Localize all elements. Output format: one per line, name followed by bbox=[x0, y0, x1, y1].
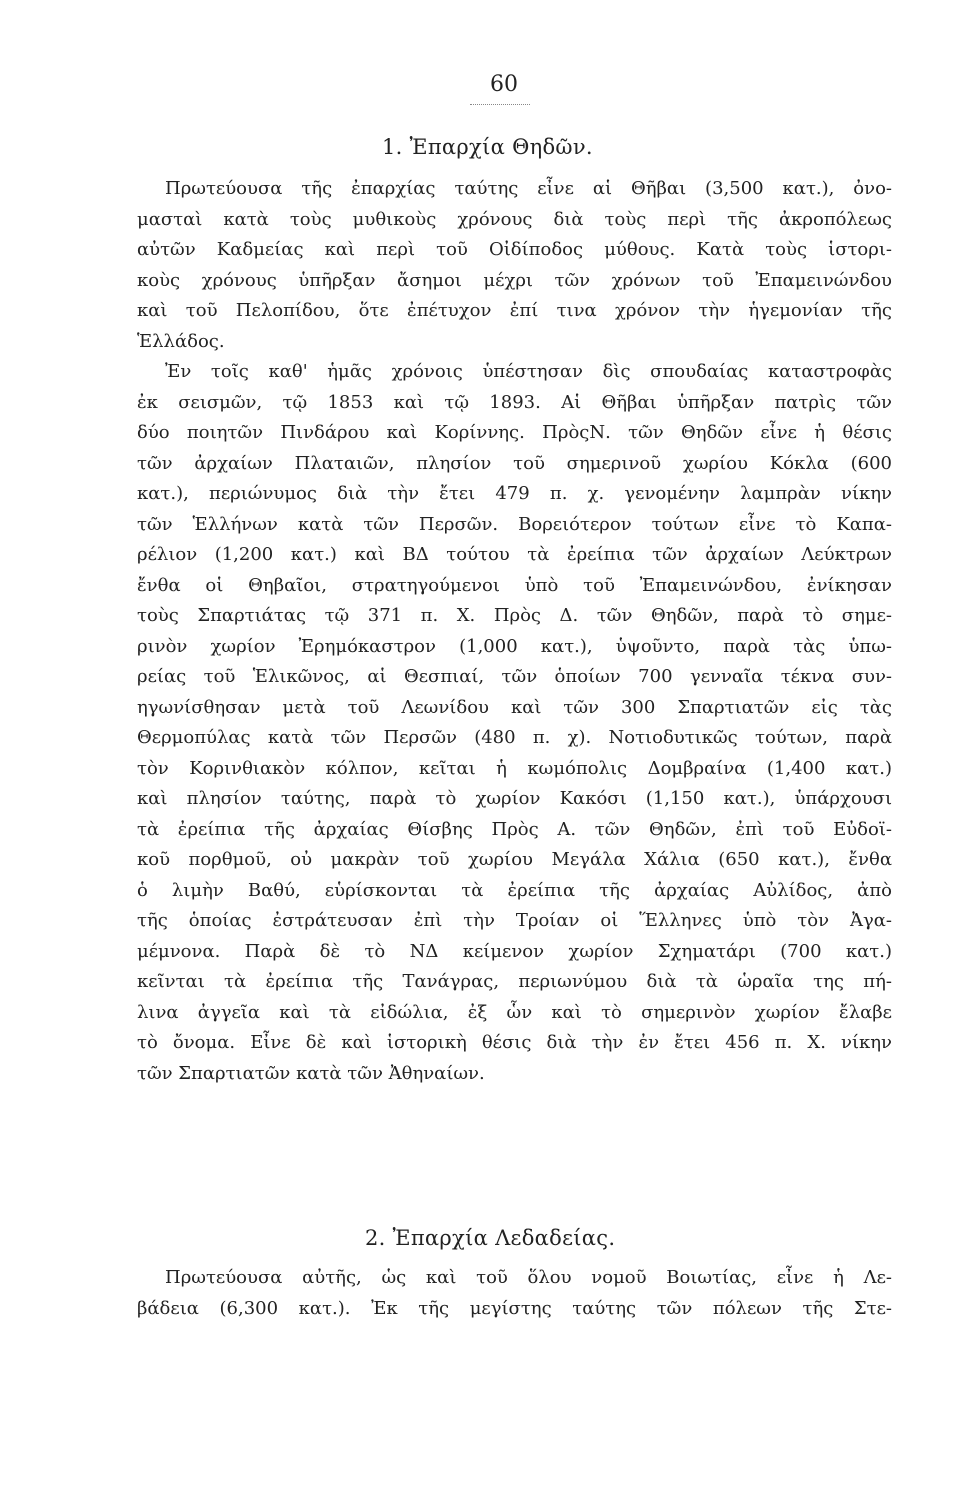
text-line: ηγωνίσθησαν μετὰ τοῦ Λεωνίδου καὶ τῶν 300 Σπαρτιατῶν εἰς τὰς bbox=[137, 696, 892, 718]
text-line: τῆς ὁποίας ἐστράτευσαν ἐπὶ τὴν Τροίαν οἱ Ἕλληνες ὑπὸ τὸν Ἀγα- bbox=[137, 910, 892, 931]
text-line: ὁ λιμὴν Βαθύ, εὑρίσκονται τὰ ἐρείπια τῆς ἀρχαίας Αὐλίδος, ἀπὸ bbox=[137, 879, 892, 901]
section-1-body bbox=[137, 174, 892, 1089]
text-line: τῶν Ἑλλήνων κατὰ τῶν Περσῶν. Βορειότερον τούτων εἶνε τὸ Καπα- bbox=[137, 513, 892, 535]
text-line: κατ.), περιώνυμος διὰ τὴν ἔτει 479 π. χ. γενομένην λαμπρὰν νίκην bbox=[137, 483, 892, 504]
text-line: βάδεια (6,300 κατ.). Ἐκ τῆς μεγίστης ταύτης τῶν πόλεων τῆς Στε- bbox=[137, 1297, 892, 1319]
page-number-rule bbox=[470, 104, 530, 105]
text-line: Ἐν τοῖς καθ' ἡμᾶς χρόνοις ὑπέστησαν δὶς σπουδαίας καταστροφὰς bbox=[165, 361, 892, 382]
text-line: τῶν ἀρχαίων Πλαταιῶν, πλησίον τοῦ σημερινοῦ χωρίου Κόκλα (600 bbox=[137, 452, 892, 474]
text-line: τὸ ὄνομα. Εἶνε δὲ καὶ ἱστορικὴ θέσις διὰ τὴν ἐν ἔτει 456 π. Χ. νίκην bbox=[137, 1032, 892, 1053]
text-line: κοὺς χρόνους ὑπῆρξαν ἄσημοι μέχρι τῶν χρόνων τοῦ Ἐπαμεινώνδου bbox=[137, 269, 892, 291]
text-line: τῶν Σπαρτιατῶν κατὰ τῶν Ἀθηναίων. bbox=[137, 1062, 485, 1084]
page-number: 60 bbox=[490, 72, 518, 97]
text-line: τὸν Κορινθιακὸν κόλπον, κεῖται ἡ κωμόπολις Δομβραίνα (1,400 κατ.) bbox=[137, 757, 892, 779]
text-line: καὶ τοῦ Πελοπίδου, ὅτε ἐπέτυχον ἐπί τινα χρόνον τὴν ἡγεμονίαν τῆς bbox=[137, 300, 892, 321]
text-line: αὐτῶν Καδμείας καὶ περὶ τοῦ Οἰδίποδος μύθους. Κατὰ τοὺς ἱστορι- bbox=[137, 239, 892, 260]
text-line: ἔνθα οἱ Θηβαῖοι, στρατηγούμενοι ὑπὸ τοῦ Ἐπαμεινώνδου, ἐνίκησαν bbox=[137, 574, 892, 596]
text-line: κοῦ πορθμοῦ, οὐ μακρὰν τοῦ χωρίου Μεγάλα Χάλια (650 κατ.), ἔνθα bbox=[137, 849, 892, 870]
text-line: λινα ἀγγεῖα καὶ τὰ εἰδώλια, ἐξ ὧν καὶ τὸ σημερινὸν χωρίον ἔλαβε bbox=[137, 1001, 892, 1023]
text-line: Πρωτεύουσα τῆς ἐπαρχίας ταύτης εἶνε αἱ Θῆβαι (3,500 κατ.), ὀνο- bbox=[165, 178, 892, 199]
text-line: Πρωτεύουσα αὐτῆς, ὡς καὶ τοῦ ὅλου νομοῦ Βοιωτίας, εἶνε ἡ Λε- bbox=[165, 1267, 892, 1288]
text-line: μασταὶ κατὰ τοὺς μυθικοὺς χρόνους διὰ τοὺς περὶ τῆς ἀκροπόλεως bbox=[137, 208, 892, 230]
text-line: δύο ποιητῶν Πινδάρου καὶ Κορίννης. ΠρὸςΝ. τῶν Θηδῶν εἶνε ἡ θέσις bbox=[137, 422, 892, 443]
section-1-heading: 1. Ἐπαρχία Θηδῶν. bbox=[382, 135, 593, 159]
text-line: ρείας τοῦ Ἑλικῶνος, αἱ Θεσπιαί, τῶν ὁποίων 700 γενναῖα τέκνα συν- bbox=[137, 666, 892, 687]
text-line: ἐκ σεισμῶν, τῷ 1853 καὶ τῷ 1893. Αἱ Θῆβαι ὑπῆρξαν πατρὶς τῶν bbox=[137, 391, 892, 413]
text-line: κεῖνται τὰ ἐρείπια τῆς Τανάγρας, περιωνύμου διὰ τὰ ὡραῖα της πή- bbox=[137, 971, 892, 992]
text-line: Θερμοπύλας κατὰ τῶν Περσῶν (480 π. χ). Νοτιοδυτικῶς τούτων, παρὰ bbox=[137, 727, 892, 748]
section-2-body bbox=[137, 1263, 892, 1324]
text-line: τὰ ἐρείπια τῆς ἀρχαίας Θίσβης Πρὸς Α. τῶν Θηδῶν, ἐπὶ τοῦ Εὐδοϊ- bbox=[137, 818, 892, 840]
text-line: Ἑλλάδος. bbox=[137, 330, 225, 352]
section-2-heading: 2. Ἐπαρχία Λεδαδείας. bbox=[365, 1226, 616, 1250]
text-line: ρέλιον (1,200 κατ.) καὶ ΒΔ τούτου τὰ ἐρείπια τῶν ἀρχαίων Λεύκτρων bbox=[137, 544, 892, 565]
text-line: τοὺς Σπαρτιάτας τῷ 371 π. Χ. Πρὸς Δ. τῶν Θηδῶν, παρὰ τὸ σημε- bbox=[137, 605, 892, 626]
text-line: καὶ πλησίον ταύτης, παρὰ τὸ χωρίον Κακόσι (1,150 κατ.), ὑπάρχουσι bbox=[137, 788, 892, 809]
text-line: ρινὸν χωρίον Ἐρημόκαστρον (1,000 κατ.), ὑψοῦντο, παρὰ τὰς ὑπω- bbox=[137, 635, 892, 657]
text-line: μέμνονα. Παρὰ δὲ τὸ ΝΔ κείμενον χωρίον Σχηματάρι (700 κατ.) bbox=[137, 940, 892, 962]
